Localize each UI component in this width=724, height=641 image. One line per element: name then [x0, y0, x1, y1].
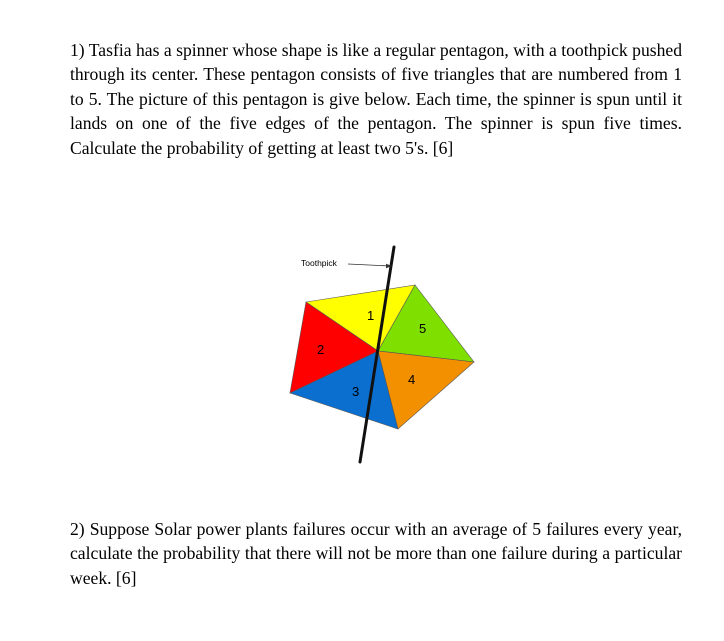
- triangle-label-4: 4: [408, 372, 416, 387]
- question-2-text: 2) Suppose Solar power plants failures occur with an average of 5 failures every year, calculate the probability that there will not be more than one failure during a particular week. [6]: [70, 519, 682, 588]
- triangle-label-5: 5: [419, 321, 427, 336]
- question-1-text: 1) Tasfia has a spinner whose shape is like a regular pentagon, with a toothpick pushed through its center. These pentagon consists of five triangles that are numbered from 1 to 5. The picture of this pentagon is give below. Each time, the spinner is spun until it lands on one of the five edges of the pentagon. The spinner is spun five times. Calculate the probability of getting at least two 5's. [6]: [70, 40, 682, 158]
- triangle-label-2: 2: [317, 342, 325, 357]
- triangle-label-3: 3: [352, 384, 360, 399]
- toothpick-pointer: [348, 264, 390, 266]
- triangle-label-1: 1: [367, 308, 375, 323]
- pentagon-spinner-figure: [285, 240, 485, 470]
- toothpick-label: Toothpick: [301, 258, 337, 268]
